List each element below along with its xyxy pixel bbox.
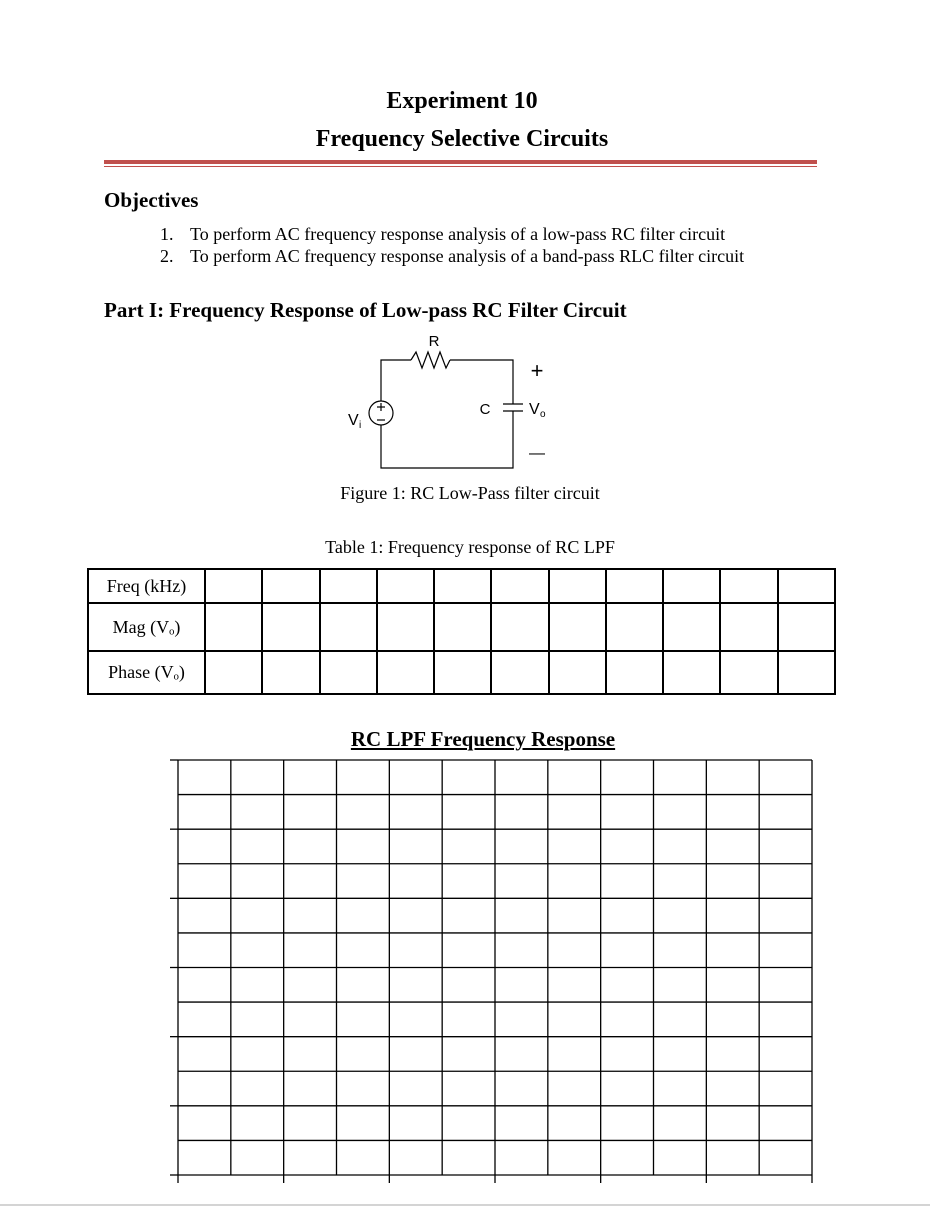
table-cell[interactable] xyxy=(320,569,377,603)
objective-item xyxy=(160,245,744,267)
table-cell[interactable] xyxy=(205,569,262,603)
table-cell[interactable] xyxy=(606,603,663,651)
chart-title: RC LPF Frequency Response xyxy=(350,727,616,751)
table-cell[interactable] xyxy=(663,569,720,603)
table-cell[interactable] xyxy=(778,603,835,651)
table-cell[interactable] xyxy=(549,603,606,651)
table-cell[interactable] xyxy=(720,603,777,651)
objective-item xyxy=(160,223,744,245)
table-cell[interactable] xyxy=(778,569,835,603)
table-row xyxy=(88,603,835,651)
part1-heading: Part I: Frequency Response of Low-pass RC Filter Circuit xyxy=(104,298,627,322)
row-header-phase: Phase (Vₒ) xyxy=(88,651,205,694)
output-plus-sign: + xyxy=(530,358,544,383)
table-cell[interactable] xyxy=(262,569,319,603)
table-cell[interactable] xyxy=(606,651,663,694)
table-cell[interactable] xyxy=(720,569,777,603)
table-cell[interactable] xyxy=(778,651,835,694)
table-cell[interactable] xyxy=(205,651,262,694)
page-bottom-edge xyxy=(0,1204,930,1206)
table-cell[interactable] xyxy=(377,569,434,603)
table-cell[interactable] xyxy=(205,603,262,651)
title-rule-thick xyxy=(104,160,817,164)
table-cell[interactable] xyxy=(320,651,377,694)
table-cell[interactable] xyxy=(491,603,548,651)
output-minus-sign: — xyxy=(529,445,545,462)
experiment-number: Experiment 10 xyxy=(386,88,538,114)
table-cell[interactable] xyxy=(549,651,606,694)
table-cell[interactable] xyxy=(491,651,548,694)
table-caption: Table 1: Frequency response of RC LPF xyxy=(325,537,615,557)
objectives-list xyxy=(160,223,744,267)
table-row xyxy=(88,569,835,603)
table-cell[interactable] xyxy=(491,569,548,603)
source-subscript: i xyxy=(359,420,362,431)
table-cell[interactable] xyxy=(434,569,491,603)
title-rule-thin xyxy=(104,166,817,167)
output-label: V xyxy=(529,401,540,418)
experiment-title: Frequency Selective Circuits xyxy=(315,126,609,152)
objective-text: To perform AC frequency response analysis of a low-pass RC filter circuit xyxy=(190,224,726,244)
objectives-heading: Objectives xyxy=(104,188,199,212)
row-header-magnitude: Mag (Vₒ) xyxy=(88,603,205,651)
table-cell[interactable] xyxy=(320,603,377,651)
table-cell[interactable] xyxy=(434,651,491,694)
table-cell[interactable] xyxy=(663,651,720,694)
table-cell[interactable] xyxy=(262,603,319,651)
resistor-label: R xyxy=(428,333,440,350)
table-cell[interactable] xyxy=(434,603,491,651)
row-header-frequency: Freq (kHz) xyxy=(88,569,205,603)
table-cell[interactable] xyxy=(262,651,319,694)
table-cell[interactable] xyxy=(663,603,720,651)
resistor-symbol xyxy=(411,352,450,368)
response-plot-grid xyxy=(160,755,820,1187)
objective-number: 1. xyxy=(160,224,174,244)
capacitor-label: C xyxy=(479,401,491,418)
table-cell[interactable] xyxy=(720,651,777,694)
table-cell[interactable] xyxy=(606,569,663,603)
table-cell[interactable] xyxy=(377,603,434,651)
objective-number: 2. xyxy=(160,246,174,266)
output-subscript: o xyxy=(540,409,546,420)
objective-text: To perform AC frequency response analysis of a band-pass RLC filter circuit xyxy=(190,246,745,266)
table-row xyxy=(88,651,835,694)
table-cell[interactable] xyxy=(377,651,434,694)
table-cell[interactable] xyxy=(549,569,606,603)
rc-lowpass-circuit-diagram xyxy=(330,328,570,478)
wire-bottom xyxy=(381,411,513,468)
wire-left-top xyxy=(381,360,411,401)
frequency-response-table xyxy=(87,568,836,695)
source-label: V xyxy=(348,412,359,429)
wire-right-top xyxy=(450,360,513,404)
figure-caption: Figure 1: RC Low-Pass filter circuit xyxy=(340,483,600,503)
